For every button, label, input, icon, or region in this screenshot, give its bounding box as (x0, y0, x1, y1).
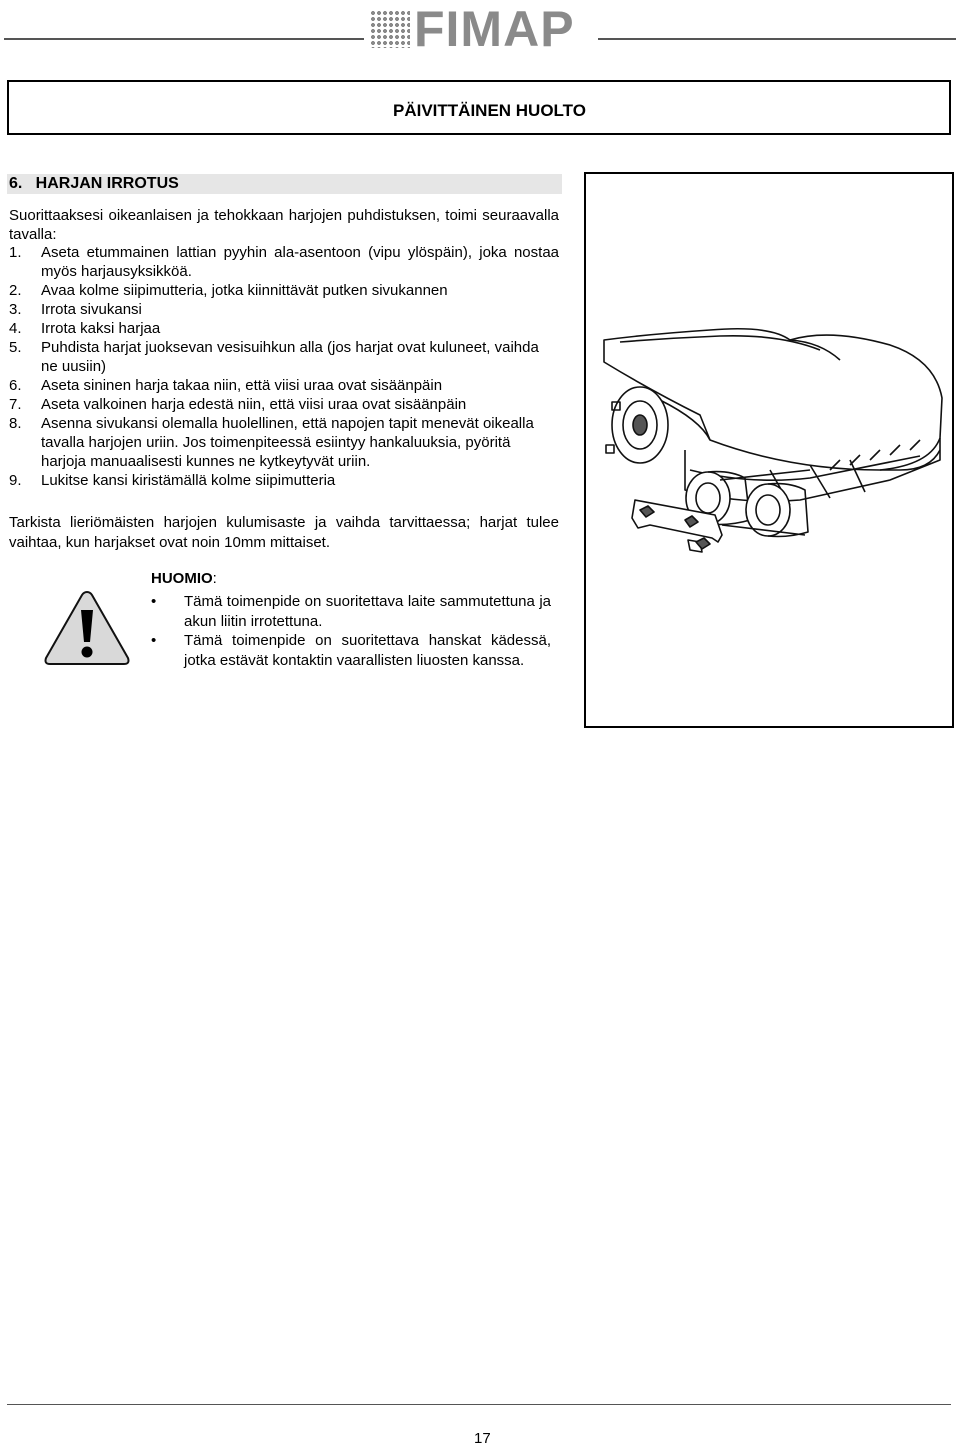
step-text: Puhdista harjat juoksevan vesisuihkun alla (jos harjat ovat kuluneet, vaihda ne uusiin) (41, 339, 539, 375)
brand-logo (370, 1, 592, 57)
header-rule-right (598, 38, 956, 40)
note-colon: : (212, 570, 217, 587)
list-item (9, 243, 559, 281)
steps-list (9, 243, 564, 490)
step-text: Aseta etummainen lattian pyyhin ala-asentoon (vipu ylöspäin), joka nostaa myös harjausyksikköä. (41, 244, 559, 280)
step-number: 1. (9, 244, 22, 261)
step-number: 7. (9, 396, 22, 413)
step-number: 3. (9, 301, 22, 318)
note-list (151, 592, 551, 670)
wear-note: Tarkista lieriömäisten harjojen kulumisaste ja vaihda tarvittaessa; harjat tulee vaihtaa, kun harjakset ovat noin 10mm mittaiset. (9, 514, 559, 551)
warning-icon (42, 588, 132, 668)
logo-dots-icon (370, 10, 410, 48)
list-item (9, 395, 564, 414)
brand-name: FIMAP (414, 1, 575, 57)
list-item (151, 631, 551, 670)
note-heading (151, 570, 217, 587)
list-item (9, 471, 564, 490)
note-text: Tämä toimenpide on suoritettava laite sammutettuna ja akun liitin irrotettuna. (184, 593, 551, 630)
step-text: Aseta sininen harja takaa niin, että viisi uraa ovat sisäänpäin (41, 377, 443, 394)
brush-unit-illustration (590, 320, 950, 590)
note-title: HUOMIO (151, 570, 213, 587)
step-number: 4. (9, 320, 22, 337)
footer-rule (7, 1404, 951, 1405)
note-text: Tämä toimenpide on suoritettava hanskat kädessä, jotka estävät kontaktin vaarallisten liuosten kanssa. (184, 632, 551, 669)
list-item (9, 376, 564, 395)
step-text: Avaa kolme siipimutteria, jotka kiinnittävät putken sivukannen (41, 282, 448, 299)
step-number: 8. (9, 415, 22, 432)
step-text: Asenna sivukansi olemalla huolellinen, että napojen tapit menevät oikealla tavalla harjojen uriin. Jos toimenpiteessä esiintyy hankaluuksia, pyöritä harjoja manuaalisesti kunnes ne kytkeytyvät uriin. (41, 415, 534, 470)
list-item (9, 338, 559, 376)
bullet-icon: • (151, 593, 157, 610)
section-title: 6. HARJAN IRROTUS (9, 175, 179, 192)
step-text: Lukitse kansi kiristämällä kolme siipimutteria (41, 472, 336, 489)
list-item (9, 319, 564, 338)
list-item (9, 414, 559, 471)
list-item (9, 281, 564, 300)
header-rule-left (4, 38, 364, 40)
list-item (151, 592, 551, 631)
step-number: 2. (9, 282, 22, 299)
list-item (9, 300, 564, 319)
step-number: 5. (9, 339, 22, 356)
step-text: Aseta valkoinen harja edestä niin, että viisi uraa ovat sisäänpäin (41, 396, 467, 413)
page-number: 17 (474, 1430, 491, 1447)
step-number: 9. (9, 472, 22, 489)
page-title: PÄIVITTÄINEN HUOLTO (393, 101, 586, 120)
step-text: Irrota kaksi harjaa (41, 320, 161, 337)
intro-text: Suorittaaksesi oikeanlaisen ja tehokkaan harjojen puhdistuksen, toimi seuraavalla tavalla: (9, 207, 559, 243)
step-number: 6. (9, 377, 22, 394)
bullet-icon: • (151, 632, 157, 649)
step-text: Irrota sivukansi (41, 301, 142, 318)
